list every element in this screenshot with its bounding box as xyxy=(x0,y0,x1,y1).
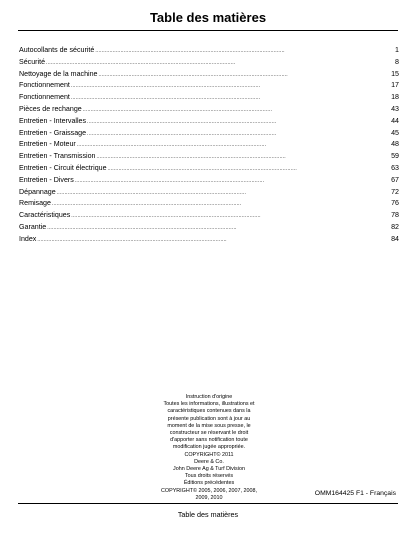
colophon-line: Éditions précédentes xyxy=(183,480,235,487)
toc-entry[interactable] xyxy=(19,175,399,187)
toc-entry-page-number: 1 xyxy=(395,46,399,54)
toc-entry[interactable] xyxy=(19,45,399,57)
colophon xyxy=(142,394,276,502)
toc-entry-page-number: 63 xyxy=(391,163,399,172)
toc-entry-page-number: 67 xyxy=(391,175,399,184)
toc-entry-title: Dépannage xyxy=(19,187,56,196)
colophon-line: COPYRIGHT© 2005, 2006, 2007, 2008, xyxy=(161,487,257,494)
toc-entry[interactable] xyxy=(19,151,399,163)
toc-entry-page-number: 72 xyxy=(391,187,399,196)
toc-entry-page-number: 43 xyxy=(391,104,399,113)
colophon-line: 2009, 2010 xyxy=(195,494,223,501)
toc-entry-page-number: 45 xyxy=(391,128,399,137)
toc-entry-title: Entretien - Intervalles xyxy=(19,116,87,125)
colophon-line: constructeur se réservant le droit xyxy=(169,430,249,437)
toc-entry[interactable] xyxy=(19,222,399,234)
toc-entry[interactable] xyxy=(19,92,399,104)
colophon-line: Tous droits réservés xyxy=(184,473,234,480)
toc-entry[interactable] xyxy=(19,104,399,116)
toc-entry-title: Autocollants de sécurité xyxy=(19,46,95,54)
colophon-line: COPYRIGHT© 2011 xyxy=(184,451,234,458)
toc-entry-page-number: 82 xyxy=(391,222,399,231)
title-divider xyxy=(18,30,398,31)
toc-entry-page-number: 78 xyxy=(391,211,399,220)
colophon-line: caractéristiques contenues dans la xyxy=(167,408,251,415)
colophon-line: modification jugée appropriée. xyxy=(172,444,246,451)
toc-entry[interactable] xyxy=(19,198,399,210)
toc-entry-title: Entretien - Transmission xyxy=(19,152,96,161)
toc-entry-page-number: 8 xyxy=(395,57,399,66)
toc-dot-leader xyxy=(37,234,390,247)
toc-entry-page-number: 15 xyxy=(391,69,399,78)
page-title: Table des matières xyxy=(149,10,267,25)
colophon-line: John Deere Ag & Turf Division xyxy=(173,466,245,473)
toc-entry-title: Caractéristiques xyxy=(19,211,71,220)
footer-divider xyxy=(18,503,398,504)
toc-entry-page-number: 17 xyxy=(391,81,399,90)
toc-entry-page-number: 44 xyxy=(391,116,399,125)
toc-entry-page-number: 84 xyxy=(391,234,399,243)
toc-entry[interactable] xyxy=(19,234,399,246)
colophon-line: Toutes les informations, illustrations et xyxy=(163,401,255,408)
toc-entry-page-number: 76 xyxy=(391,199,399,208)
colophon-line: moment de la mise sous presse, le xyxy=(167,422,251,429)
toc-entry-page-number: 48 xyxy=(391,140,399,149)
colophon-line: d'apporter sans notification toute xyxy=(170,437,248,444)
colophon-line: Deere & Co. xyxy=(194,458,224,465)
toc-entry-title: Remisage xyxy=(19,199,51,208)
document-code: OMM164425 F1 - Français xyxy=(314,490,396,497)
toc-entry[interactable] xyxy=(19,163,399,175)
colophon-line: présente publication sont à jour au xyxy=(167,415,251,422)
toc-entry-title: Pièces de rechange xyxy=(19,104,82,113)
toc-entry-title: Entretien - Divers xyxy=(19,175,74,184)
toc-entry-title: Entretien - Circuit électrique xyxy=(19,163,107,172)
toc-entry[interactable] xyxy=(19,210,399,222)
toc-entry-title: Entretien - Moteur xyxy=(19,140,76,149)
toc-entry[interactable] xyxy=(19,57,399,69)
toc-entry-page-number: 59 xyxy=(391,152,399,161)
toc-entry-title: Sécurité xyxy=(19,57,46,66)
table-of-contents xyxy=(19,45,399,246)
toc-entry-title: Fonctionnement xyxy=(19,93,70,102)
toc-entry-title: Nettoyage de la machine xyxy=(19,69,98,78)
page-footer: Table des matières xyxy=(177,510,239,519)
colophon-line: Instruction d'origine xyxy=(185,394,233,400)
toc-entry[interactable] xyxy=(19,116,399,128)
toc-entry-title: Index xyxy=(19,234,37,243)
toc-entry[interactable] xyxy=(19,139,399,151)
toc-entry-title: Garantie xyxy=(19,222,47,231)
toc-entry[interactable] xyxy=(19,187,399,199)
toc-entry[interactable] xyxy=(19,80,399,92)
toc-entry-page-number: 18 xyxy=(391,93,399,102)
toc-entry-title: Fonctionnement xyxy=(19,81,70,90)
toc-entry[interactable] xyxy=(19,128,399,140)
toc-entry-title: Entretien - Graissage xyxy=(19,128,87,137)
toc-entry[interactable] xyxy=(19,69,399,81)
